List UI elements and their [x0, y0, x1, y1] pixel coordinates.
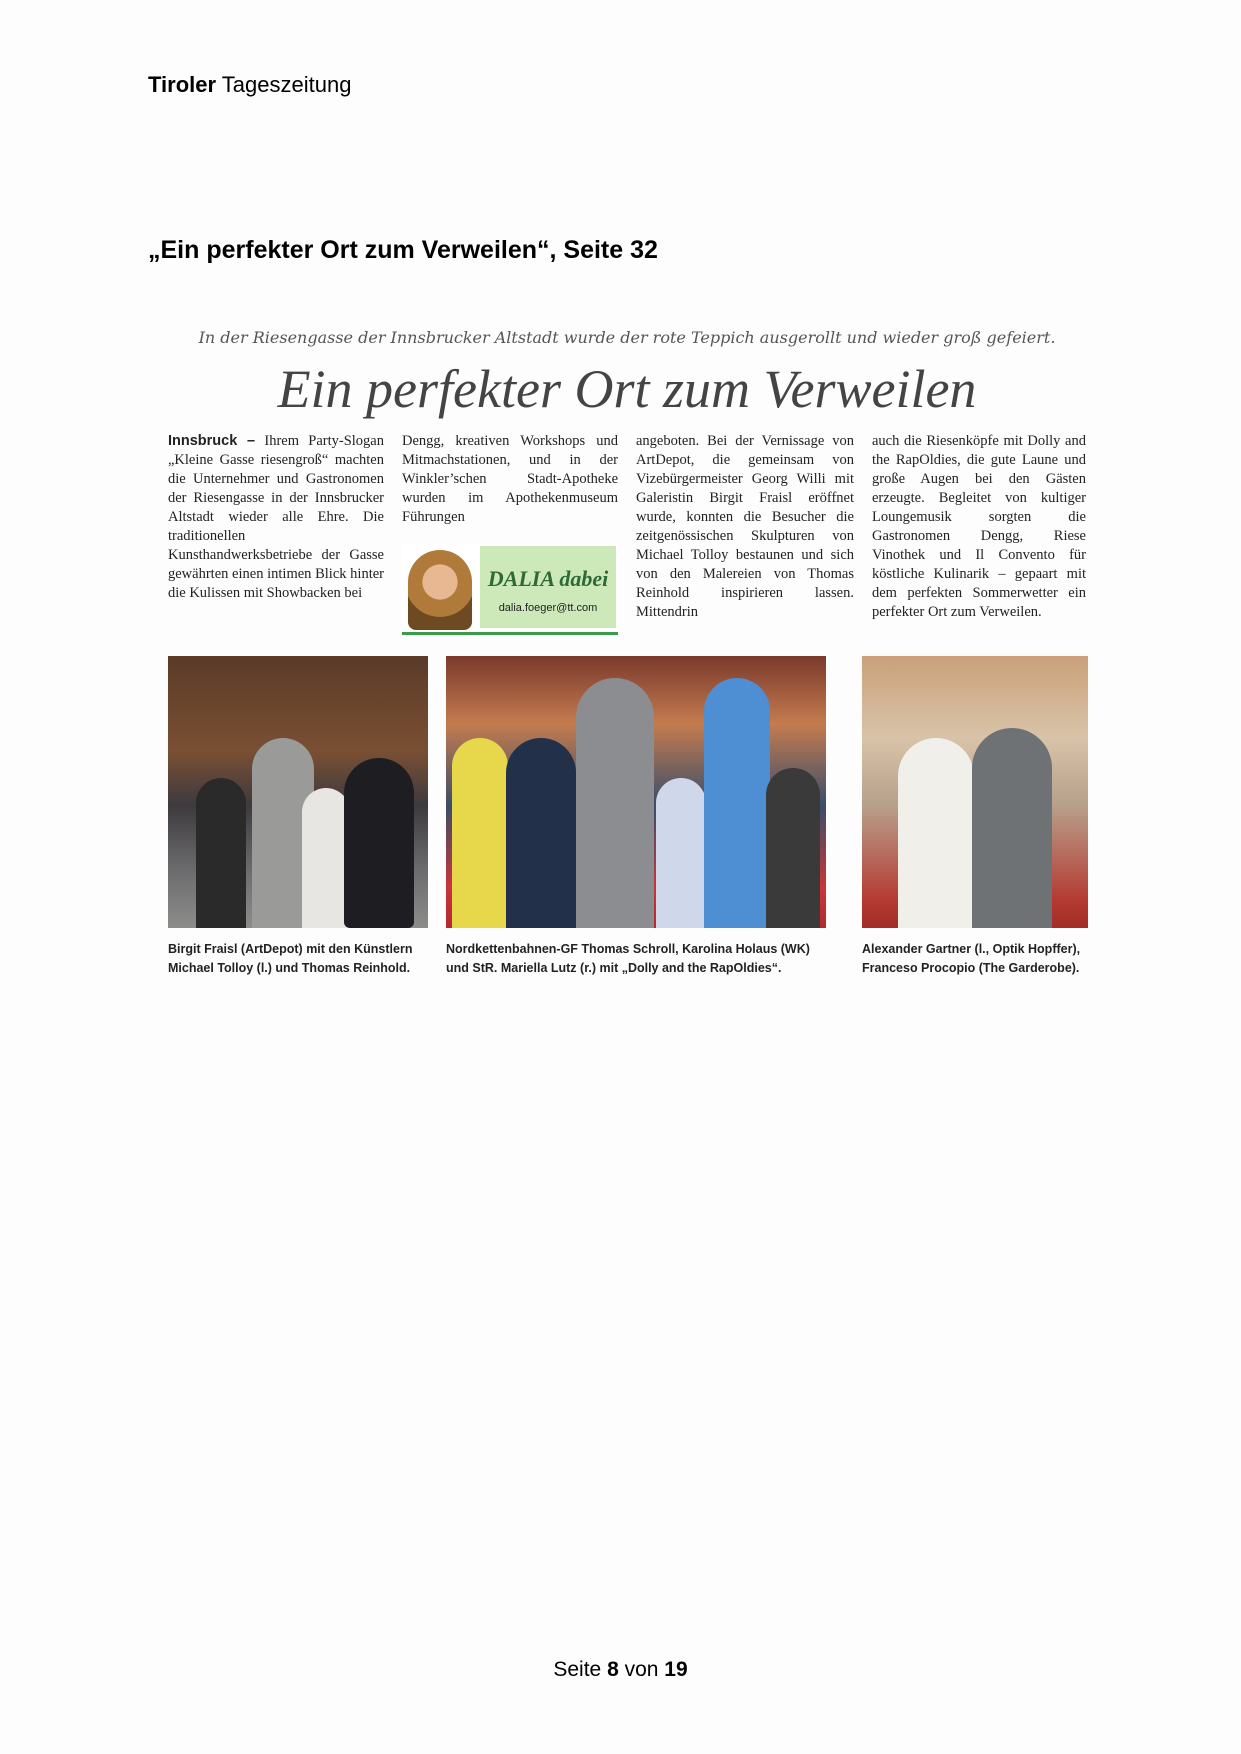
- dalia-dabei-box: [402, 544, 618, 635]
- footer-total: 19: [664, 1658, 688, 1681]
- footer-middle: von: [624, 1658, 659, 1681]
- photo-caption-1: Birgit Fraisl (ArtDepot) mit den Künstlern Michael Tolloy (l.) und Thomas Reinhold.: [168, 942, 413, 975]
- footer-page: 8: [607, 1658, 619, 1681]
- dalia-label-box: [480, 546, 616, 628]
- photo-artdepot: [168, 656, 428, 928]
- text-column-1: [168, 432, 384, 603]
- dalia-title: DALIA dabei: [487, 566, 609, 591]
- photo-riesenkoepfe: [446, 656, 826, 928]
- footer-prefix: Seite: [553, 1658, 602, 1681]
- text-column-2: Dengg, kreativen Workshops und Mitmachstationen, und in der Winkler’schen Stadt-Apotheke wurden im Apothekenmuseum Führungen: [402, 433, 618, 525]
- dateline: Innsbruck –: [168, 433, 256, 449]
- text-column-4: auch die Riesenköpfe mit Dolly and the RapOldies, die gute Laune und große Augen bei den Gästen erzeugte. Begleitet von kultiger Loungemusik sorgten die Gastronomen Dengg, Riese Vinothek und Il Convento für köstliche Kulinarik – gepaart mit dem perfekten Sommerwetter ein perfekter Ort zum Verweilen.: [872, 433, 1086, 620]
- brand-rest: Tageszeitung: [221, 72, 352, 97]
- photo-caption-2: Nordkettenbahnen-GF Thomas Schroll, Karolina Holaus (WK) und StR. Mariella Lutz (r.) mit „Dolly and the RapOldies“.: [446, 942, 810, 975]
- photo-caption-3: Alexander Gartner (l., Optik Hopffer), Franceso Procopio (The Garderobe).: [862, 942, 1081, 975]
- article-headline: Ein perfekter Ort zum Verweilen: [277, 359, 977, 419]
- author-portrait: [408, 550, 472, 630]
- publication-header: [148, 72, 351, 98]
- article-kicker: In der Riesengasse der Innsbrucker Altstadt wurde der rote Teppich ausgerollt und wieder groß gefeiert.: [198, 328, 1056, 347]
- newspaper-clipping: [164, 328, 1090, 988]
- dalia-email: dalia.foeger@tt.com: [498, 602, 598, 614]
- page-footer: [0, 1658, 1241, 1682]
- column-1-text: Ihrem Party-Slogan „Kleine Gasse riesengroß“ machten die Unternehmer und Gastronomen der Riesengasse in der Innsbrucker Altstadt wieder alle Ehre. Die traditionellen Kunsthandwerksbetriebe der Gasse gewährten einen intimen Blick hinter die Kulissen mit Showbacken bei: [168, 433, 384, 601]
- text-column-3: angeboten. Bei der Vernissage von ArtDepot, die gemeinsam von Vizebürgermeister Georg Willi mit Galeristin Birgit Fraisl eröffnet wurde, konnten die Besucher die zeitgenössischen Skulpturen von Michael Tolloy bestaunen und sich von den Malereien von Thomas Reinhold inspirieren lassen. Mittendrin: [636, 433, 854, 620]
- brand-bold: Tiroler: [148, 72, 217, 97]
- article-reference-title: „Ein perfekter Ort zum Verweilen“, Seite 32: [148, 236, 658, 264]
- photo-gartner-procopio: [862, 656, 1088, 928]
